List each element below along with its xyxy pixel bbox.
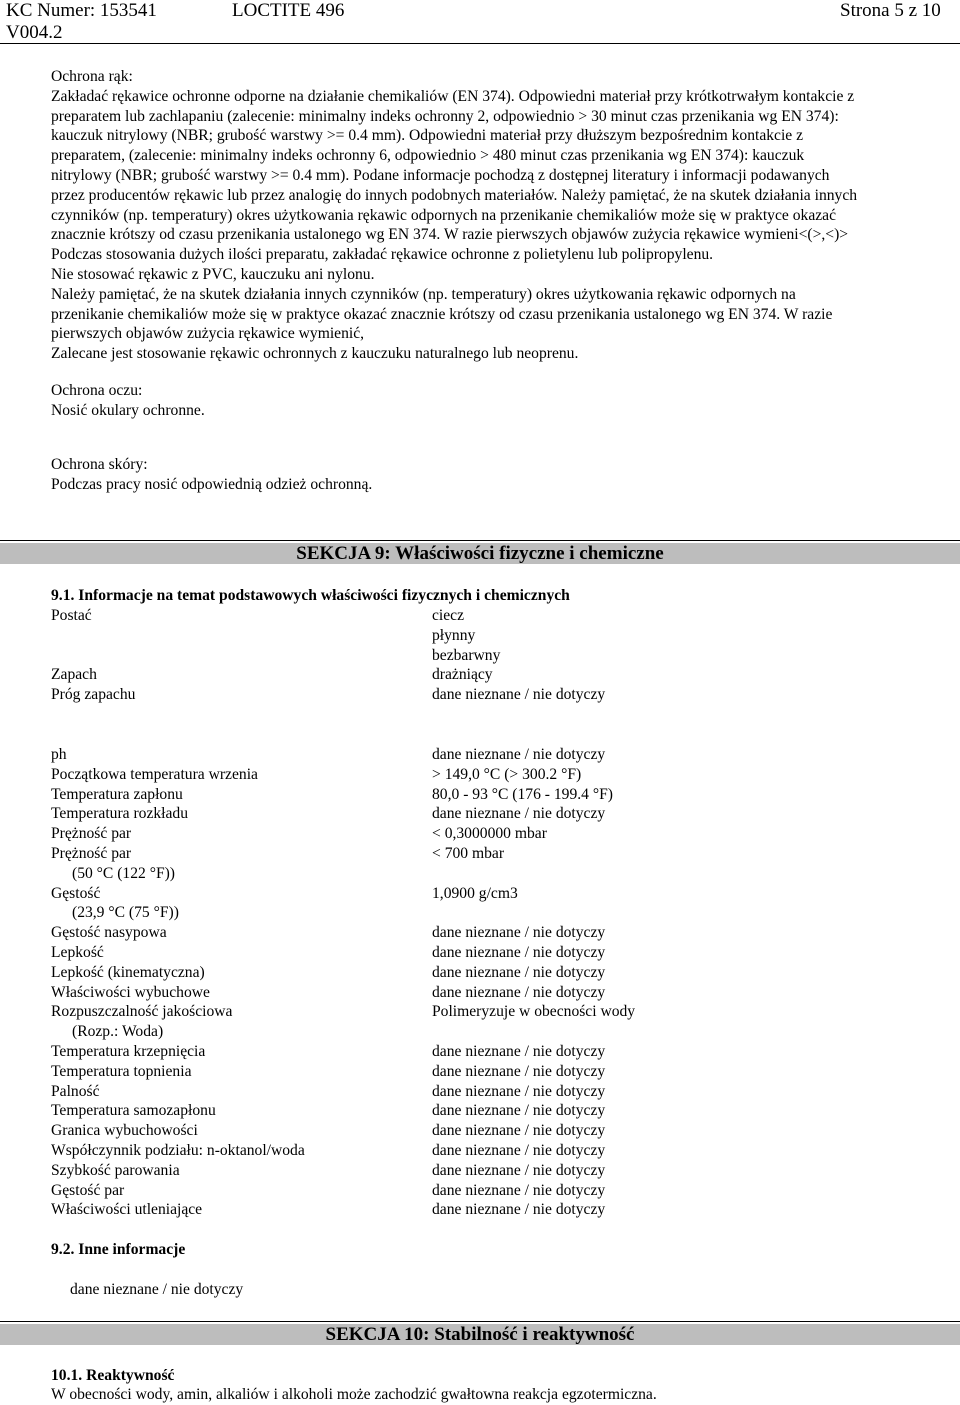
property-row — [51, 1200, 956, 1220]
property-value: dane nieznane / nie dotyczy — [432, 805, 606, 823]
property-label: Gęstość nasypowa — [51, 924, 167, 942]
property-label: Temperatura zapłonu — [51, 785, 183, 803]
property-row — [51, 963, 956, 983]
property-value: dane nieznane / nie dotyczy — [432, 1102, 606, 1120]
property-value: 80,0 - 93 °C (176 - 199.4 °F) — [432, 785, 613, 803]
property-value: bezbarwny — [432, 646, 501, 664]
property-row — [51, 923, 956, 943]
property-row — [51, 665, 956, 685]
property-row — [51, 1022, 956, 1042]
hand-protection-line: nitrylowy (NBR; grubość warstwy >= 0.4 mm). Podane informacje pochodzą z dostępnej literatury i informacji podawanych — [51, 166, 830, 184]
property-label: Prężność par — [51, 844, 132, 862]
skin-protection — [51, 455, 956, 495]
property-label: Temperatura topnienia — [51, 1062, 192, 1080]
eye-protection — [51, 381, 956, 421]
property-row — [51, 824, 956, 844]
hand-protection-line: pierwszych objawów zużycia rękawice wymienić, — [51, 325, 365, 343]
skin-protection-heading: Ochrona skóry: — [51, 456, 148, 473]
section-9-title: SEKCJA 9: Właściwości fizyczne i chemiczne — [0, 540, 960, 565]
property-label: (Rozp.: Woda) — [72, 1023, 164, 1041]
property-value: dane nieznane / nie dotyczy — [432, 924, 606, 942]
section-10-title: SEKCJA 10: Stabilność i reaktywność — [0, 1321, 960, 1346]
property-row — [51, 785, 956, 805]
product-name: LOCTITE 496 — [232, 0, 345, 21]
property-row — [51, 1181, 956, 1201]
property-value: dane nieznane / nie dotyczy — [432, 1042, 606, 1060]
properties-group-1 — [51, 606, 956, 705]
property-value: dane nieznane / nie dotyczy — [432, 686, 606, 704]
property-value: dane nieznane / nie dotyczy — [432, 943, 606, 961]
hand-protection-line: kauczuk nitrylowy (NBR; grubość warstwy >= 0.4 mm). Odpowiedni materiał przy dłuższym bezpośrednim kontakcie z — [51, 127, 804, 145]
property-value: dane nieznane / nie dotyczy — [432, 983, 606, 1001]
subsection-9-2-title: 9.2. Inne informacje — [51, 1241, 186, 1258]
property-row — [51, 1082, 956, 1102]
property-value: dane nieznane / nie dotyczy — [432, 1122, 606, 1140]
subsection-10-1-title: 10.1. Reaktywność — [51, 1367, 175, 1384]
property-label: Lepkość — [51, 943, 104, 961]
property-row — [51, 943, 956, 963]
property-label: Lepkość (kinematyczna) — [51, 963, 205, 981]
property-label: Postać — [51, 607, 92, 624]
property-row — [51, 1121, 956, 1141]
skin-protection-text: Podczas pracy nosić odpowiednią odzież ochronną. — [51, 475, 373, 493]
hand-protection-line: przenikanie chemikaliów może się w praktyce okazać znacznie krótszy od czasu przenikania ustalonego wg EN 374. W razie — [51, 305, 833, 323]
property-row — [51, 1002, 956, 1022]
property-value: dane nieznane / nie dotyczy — [432, 746, 606, 763]
property-value: dane nieznane / nie dotyczy — [432, 1161, 606, 1179]
property-row — [51, 903, 956, 923]
property-row — [51, 983, 956, 1003]
property-row — [51, 1101, 956, 1121]
hand-protection-line: Zakładać rękawice ochronne odporne na działanie chemikaliów (EN 374). Odpowiedni materiał przy krótkotrwałym kontakcie z — [51, 87, 855, 105]
property-row — [51, 1141, 956, 1161]
property-value: dane nieznane / nie dotyczy — [432, 1141, 606, 1159]
property-label: Gęstość par — [51, 1181, 125, 1199]
property-value: < 700 mbar — [432, 844, 505, 862]
property-label: Współczynnik podziału: n-oktanol/woda — [51, 1141, 305, 1159]
properties-group-2 — [51, 745, 956, 1220]
property-row — [51, 606, 956, 626]
property-label: Szybkość parowania — [51, 1161, 180, 1179]
property-value: Polimeryzuje w obecności wody — [432, 1003, 636, 1021]
property-value: < 0,3000000 mbar — [432, 825, 547, 843]
property-row — [51, 765, 956, 785]
property-value: płynny — [432, 626, 476, 644]
property-label: Temperatura krzepnięcia — [51, 1042, 206, 1060]
hand-protection-line: przez producentów rękawic lub przez analogię do innych podobnych materiałów. Należy pamiętać, że na skutek działania innych — [51, 186, 858, 204]
hand-protection-line: znacznie krótszy od czasu przenikania ustalonego wg EN 374. W razie pierwszych objawów zużycia rękawice wymieni<(>,<)> — [51, 226, 849, 244]
property-row — [51, 1042, 956, 1062]
property-row — [51, 804, 956, 824]
property-value: dane nieznane / nie dotyczy — [432, 1082, 606, 1100]
property-label: Rozpuszczalność jakościowa — [51, 1003, 233, 1021]
hand-protection-line: czynników (np. temperatury) okres użytkowania rękawic odpornych na przenikanie chemikaliów może się w praktyce okazać — [51, 206, 837, 224]
property-row — [51, 626, 956, 646]
property-value: dane nieznane / nie dotyczy — [432, 1181, 606, 1199]
hand-protection-line: preparatem lub zachlapaniu (zalecenie: minimalny indeks ochronny 2, odpowiednio > 30 minut czas przenikania wg EN 374): — [51, 107, 839, 125]
other-information-text: dane nieznane / nie dotyczy — [70, 1281, 244, 1298]
reactivity-text: W obecności wody, amin, alkaliów i alkoholi może zachodzić gwałtowna reakcja egzotermiczna. — [51, 1386, 657, 1403]
property-row — [51, 844, 956, 864]
property-value: > 149,0 °C (> 300.2 °F) — [432, 765, 582, 783]
property-value: ciecz — [432, 607, 465, 624]
header-rule — [0, 43, 960, 44]
page-number: Strona 5 z 10 — [840, 0, 941, 21]
eye-protection-text: Nosić okulary ochronne. — [51, 401, 205, 419]
property-row — [51, 646, 956, 666]
subsection-9-1-title: 9.1. Informacje na temat podstawowych właściwości fizycznych i chemicznych — [51, 587, 570, 604]
property-row — [51, 884, 956, 904]
property-label: Próg zapachu — [51, 686, 136, 704]
eye-protection-heading: Ochrona oczu: — [51, 382, 143, 399]
hand-protection-line: Należy pamiętać, że na skutek działania innych czynników (np. temperatury) okres użytkowania rękawic odpornych na — [51, 285, 796, 303]
property-label: Zapach — [51, 666, 97, 684]
hand-protection-line: Nie stosować rękawic z PVC, kauczuku ani nylonu. — [51, 265, 375, 283]
kc-number: KC Numer: 153541 — [6, 0, 157, 21]
property-label: Granica wybuchowości — [51, 1122, 198, 1140]
property-row — [51, 1062, 956, 1082]
version: V004.2 — [6, 22, 63, 43]
hand-protection-line: preparatem, (zalecenie: minimalny indeks ochronny 6, odpowiednio > 480 minut czas przenikania wg EN 374): kauczuk — [51, 147, 805, 165]
hand-protection-line: Podczas stosowania dużych ilości preparatu, zakładać rękawice ochronne z polietylenu lub polipropylenu. — [51, 246, 714, 264]
property-label: Prężność par — [51, 825, 132, 843]
property-label: (50 °C (122 °F)) — [72, 864, 175, 882]
property-value: dane nieznane / nie dotyczy — [432, 1201, 606, 1219]
property-label: Temperatura samozapłonu — [51, 1102, 216, 1120]
property-label: Początkowa temperatura wrzenia — [51, 765, 258, 783]
hand-protection — [51, 67, 956, 364]
hand-protection-line: Zalecane jest stosowanie rękawic ochronnych z kauczuku naturalnego lub neoprenu. — [51, 345, 579, 363]
property-row — [51, 864, 956, 884]
property-value: 1,0900 g/cm3 — [432, 884, 518, 902]
property-label: (23,9 °C (75 °F)) — [72, 904, 179, 922]
property-value: dane nieznane / nie dotyczy — [432, 963, 606, 981]
property-row — [51, 745, 956, 765]
property-label: Palność — [51, 1082, 100, 1100]
property-value: drażniący — [432, 666, 493, 684]
property-label: Gęstość — [51, 884, 101, 902]
property-label: Właściwości utleniające — [51, 1201, 203, 1219]
hand-protection-heading: Ochrona rąk: — [51, 68, 133, 85]
property-row — [51, 1161, 956, 1181]
property-label: Temperatura rozkładu — [51, 805, 189, 823]
property-value: dane nieznane / nie dotyczy — [432, 1062, 606, 1080]
property-label: Właściwości wybuchowe — [51, 983, 210, 1001]
property-label: ph — [51, 746, 67, 763]
property-row — [51, 685, 956, 705]
